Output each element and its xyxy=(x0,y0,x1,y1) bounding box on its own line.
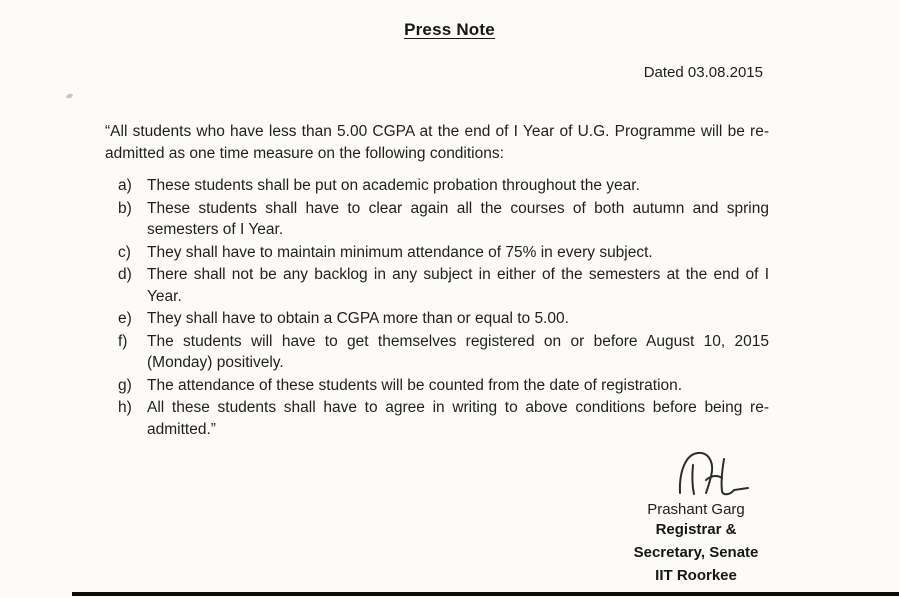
signatory-name: Prashant Garg xyxy=(647,501,745,518)
page-title: Press Note xyxy=(404,20,495,39)
date-line: Dated 03.08.2015 xyxy=(643,64,763,81)
signature-block xyxy=(611,447,781,587)
list-item xyxy=(105,264,769,307)
list-item xyxy=(105,242,769,264)
list-item-text: All these students shall have to agree in writing to above conditions before being re-admitted.” xyxy=(147,399,769,438)
list-item xyxy=(105,397,769,440)
list-item-marker: b) xyxy=(118,199,132,217)
list-item-text: The attendance of these students will be counted from the date of registration. xyxy=(147,376,683,394)
list-item-text: The students will have to get themselves registered on or before August 10, 2015 (Monday) positively. xyxy=(147,332,769,371)
list-item-marker: d) xyxy=(118,266,132,283)
signatory-role-line1: Registrar & xyxy=(655,521,737,538)
list-item xyxy=(105,175,769,197)
list-item-marker: f) xyxy=(118,332,128,350)
list-item-marker: g) xyxy=(118,376,132,394)
conditions-list xyxy=(105,175,769,440)
list-item-text: They shall have to maintain minimum attendance of 75% in every subject. xyxy=(147,243,653,261)
list-item-text: These students shall have to clear again all the courses of both autumn and spring semesters of I Year. xyxy=(147,199,769,238)
list-item xyxy=(105,198,769,241)
list-item-text: These students shall be put on academic probation throughout the year. xyxy=(147,177,640,194)
list-item xyxy=(105,308,769,330)
list-item xyxy=(105,375,769,397)
list-item-text: There shall not be any backlog in any subject in either of the semesters at the end of I Year. xyxy=(147,266,769,305)
list-item-marker: e) xyxy=(118,310,132,327)
signatory-role-line2: Secretary, Senate xyxy=(633,544,759,561)
list-item-marker: a) xyxy=(118,177,132,194)
list-item-text: They shall have to obtain a CGPA more than or equal to 5.00. xyxy=(147,310,569,327)
signature-image xyxy=(611,447,781,499)
list-item-marker: c) xyxy=(118,243,131,261)
signatory-role-line3: IIT Roorkee xyxy=(655,567,737,584)
list-item-marker: h) xyxy=(118,399,132,416)
scan-artifact-speck xyxy=(66,93,74,99)
document-body xyxy=(105,121,769,440)
scan-artifact-bottom-line xyxy=(72,592,899,596)
list-item xyxy=(105,331,769,374)
intro-paragraph: “All students who have less than 5.00 CGPA at the end of I Year of U.G. Programme will be re-admitted as one time measure on the following conditions: xyxy=(105,123,769,162)
